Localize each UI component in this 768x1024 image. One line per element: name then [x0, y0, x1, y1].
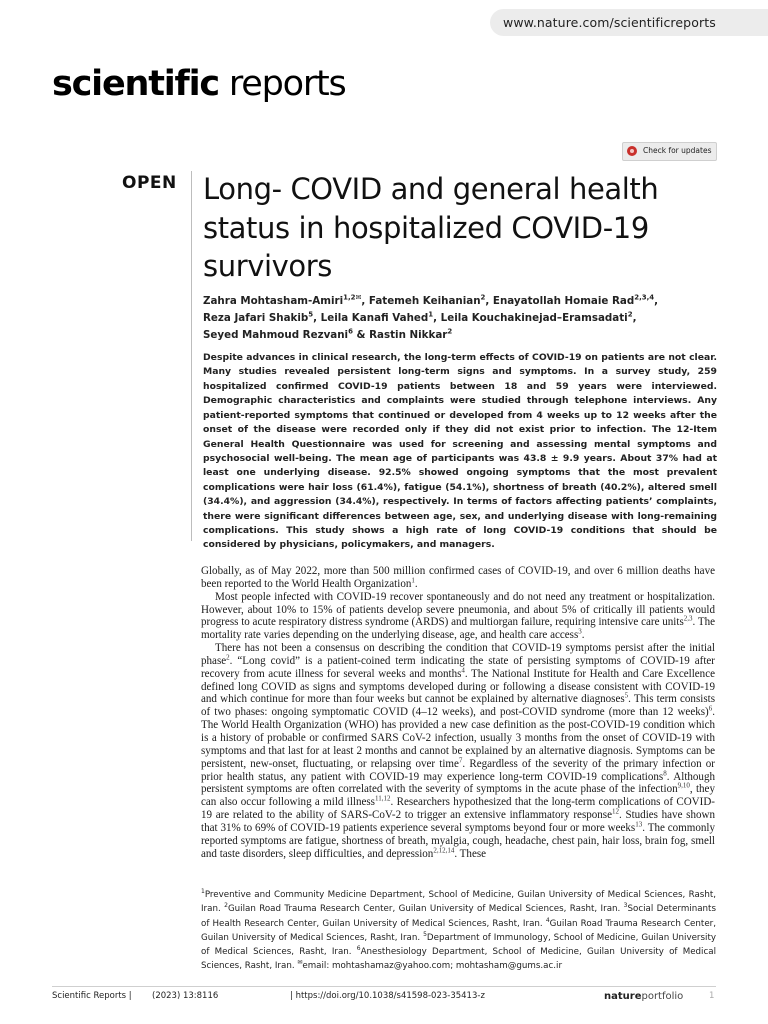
- author-name[interactable]: Rastin Nikkar: [369, 329, 448, 342]
- footer-divider: [52, 986, 716, 987]
- author-name[interactable]: Zahra Mohtasham-Amiri: [203, 295, 344, 307]
- article-title: Long- COVID and general health status in hospitalized COVID-19 survivors: [203, 172, 659, 283]
- affiliation-text: email: mohtashamaz@yahoo.com; mohtasham@gums.ac.ir: [302, 961, 563, 972]
- citation-ref[interactable]: 13: [635, 820, 643, 829]
- citation-ref[interactable]: 2: [226, 653, 230, 662]
- author-name[interactable]: Leila Kanafi Vahed: [320, 312, 429, 325]
- author-affiliation: 5: [308, 310, 314, 319]
- citation-ref[interactable]: 11,12: [374, 794, 391, 803]
- affiliation-number: 4: [545, 916, 550, 924]
- affiliations-footnote: [201, 888, 716, 974]
- footer-doi[interactable]: | https://doi.org/10.1038/s41598-023-35413-z: [290, 991, 485, 1001]
- footer-volume: (2023) 13:8116: [152, 991, 219, 1001]
- footer-journal: Scientific Reports |: [52, 991, 132, 1001]
- journal-name-bold: scientific: [52, 64, 219, 104]
- affiliation-text: Social Determinants of Health Research Center, Guilan University of Medical Sciences, Rasht, Iran.: [201, 904, 716, 929]
- author-separator: ,: [433, 312, 441, 325]
- publisher-bold: nature: [604, 991, 642, 1002]
- citation-ref[interactable]: 7: [458, 755, 463, 764]
- open-access-label: OPEN: [122, 173, 177, 193]
- author-separator: ,: [361, 295, 369, 307]
- crossmark-icon: [627, 146, 637, 156]
- affiliation-text: Anesthesiology Department, School of Medicine, Guilan University of Medical Sciences, Rasht, Iran.: [201, 947, 716, 972]
- divider: [191, 171, 192, 541]
- citation-ref[interactable]: 2,12,14: [433, 845, 455, 854]
- affiliation-text: Department of Immunology, School of Medicine, Guilan University of Medical Sciences, Rasht, Iran.: [201, 932, 716, 958]
- body-paragraph: Most people infected with COVID-19 recover spontaneously and do not need any treatment or hospitalization. However, about 10% to 15% of patients develop severe pneumonia, and about 5% of critically ill patients would progress to acute respiratory distress syndrome (ARDS) and multiorgan failure, requiring intensive care units$^{2,3}$. The mortality rate varies depending on the underlying disease, age, and health care access$^3$.: [201, 590, 716, 642]
- body-paragraph: There has not been a consensus on describing the condition that COVID-19 symptoms persist after the initial phase$^2$. “Long covid” is a patient-coined term indicating the state of persisting symptoms of COVID-19 after recovery from acute illness for several weeks and months$^4$. The National Institute for Health and Care Excellence defined long COVID as signs and symptoms developed during or following a disease consistent with COVID-19 and which continue for more than four weeks but cannot be explained by alternative diagnoses$^5$. This term consists of two phases: ongoing symptomatic COVID (4–12 weeks), and post-COVID syndrome (more than 12 weeks)$^6$. The World Health Organization (WHO) has provided a new case definition as the post-COVID-19 condition which is a history of probable or confirmed SARS CoV-2 infection, usually 3 months from the onset of COVID-19 with symptoms and that last for at least 2 months and cannot be explained by an alternative diagnosis. Symptoms can be persistent, new-onset, fluctuating, or relapsing over time$^7$. Regardless of the severity of the primary infection or prior health status, any patient with COVID-19 may experience long-term COVID-19 complications$^8$. Although persistent symptoms are often correlated with the severity of symptoms in the acute phase of the infection$^{9,10}$, they can also occur following a mild illness$^{11,12}$. Researchers hypothesized that the long-term complications of COVID-19 are related to the ability of SARS-CoV-2 to trigger an extensive inflammatory response$^{12}$. Studies have shown that 31% to 69% of COVID-19 patients experience several symptoms beyond four or more weeks$^{13}$. The commonly reported symptoms are fatigue, shortness of breath, myalgia, cough, headache, chest pain, hair loss, brain fog, smell and taste disorders, sleep difficulties, and depression$^{2,12,14}$. These: [201, 642, 716, 860]
- citation-ref[interactable]: 12: [612, 807, 620, 816]
- author-affiliation: 2,3,4: [634, 293, 655, 302]
- author-affiliation: 1: [428, 310, 434, 319]
- affiliation-text: Guilan Road Trauma Research Center, Guilan University of Medical Sciences, Rasht, Iran.: [201, 918, 716, 943]
- affiliation-number: 6: [356, 945, 361, 953]
- author-separator: ,: [654, 295, 659, 307]
- affiliation-number: 2: [224, 902, 228, 910]
- journal-name-light: reports: [218, 64, 346, 104]
- affiliation-number: 3: [623, 902, 628, 910]
- author-name[interactable]: Fatemeh Keihanian: [368, 295, 481, 307]
- check-for-updates-button[interactable]: [622, 142, 717, 161]
- abstract: Despite advances in clinical research, the long-term effects of COVID-19 on patients are not clear. Many studies revealed persistent long-term signs and symptoms. In a survey study, 259 hospitalized confirmed COVID-19 patients between 18 and 59 years were interviewed. Demographic characteristics and complaints were studied through telephone interviews. Any patient-reported symptoms that continued or developed from 4 weeks up to 12 weeks after the onset of the disease were recorded only if they did not exist prior to infection. The 12-Item General Health Questionnaire was used for screening and assessing mental symptoms and psychosocial well-being. The mean age of participants was 43.8 ± 9.9 years. About 37% had at least one underlying disease. 92.5% showed ongoing symptoms that the most prevalent complications were hair loss (61.4%), fatigue (54.1%), shortness of breath (40.2%), altered smell (34.4%), and aggression (34.4%), respectively. In terms of factors affecting patients’ complaints, there were significant differences between age, sex, and underlying disease with long-remaining complications. This study shows a high rate of long COVID-19 conditions that should be considered by physicians, policymakers, and managers.: [203, 352, 717, 551]
- affiliation-number: ✉: [297, 959, 303, 967]
- author-affiliation: 6: [348, 327, 353, 336]
- author-list: [203, 293, 733, 345]
- publisher-logo: [604, 991, 683, 1002]
- url-tab: [490, 9, 768, 36]
- page-number: 1: [709, 991, 715, 1001]
- affiliation-number: 1: [201, 888, 205, 896]
- affiliation-text: Guilan Road Trauma Research Center, Guilan University of Medical Sciences, Rasht, Iran.: [227, 904, 624, 915]
- author-affiliation: 2: [480, 293, 486, 302]
- citation-ref[interactable]: 1: [411, 576, 415, 585]
- author-affiliation: 2: [447, 327, 453, 336]
- journal-name: [52, 64, 346, 104]
- publisher-light: portfolio: [641, 991, 684, 1002]
- citation-ref[interactable]: 2,3: [683, 614, 693, 623]
- author-name[interactable]: Leila Kouchakinejad–Eramsadati: [440, 312, 628, 325]
- citation-ref[interactable]: 4: [461, 666, 465, 675]
- affiliation-number: 5: [423, 931, 427, 938]
- author-separator: ,: [313, 312, 321, 325]
- citation-ref[interactable]: 8: [663, 768, 667, 777]
- citation-ref[interactable]: 3: [578, 627, 582, 636]
- author-separator: &: [352, 329, 370, 342]
- body-paragraph: Globally, as of May 2022, more than 500 million confirmed cases of COVID-19, and over 6 million deaths have been reported to the World Health Organization$^1$.: [201, 565, 715, 590]
- author-name[interactable]: Enayatollah Homaie Rad: [492, 295, 635, 307]
- affiliation-text: Preventive and Community Medicine Department, School of Medicine, Guilan University of Medical Sciences, Rasht, Iran.: [201, 890, 716, 915]
- article-body: [201, 565, 715, 860]
- author-separator: ,: [632, 312, 637, 325]
- citation-ref[interactable]: 9,10: [677, 781, 690, 790]
- author-name[interactable]: Seyed Mahmoud Rezvani: [203, 329, 349, 342]
- check-for-updates-label: Check for updates: [643, 146, 712, 155]
- author-affiliation: 2: [627, 310, 633, 319]
- author-name[interactable]: Reza Jafari Shakib: [203, 312, 309, 325]
- citation-ref[interactable]: 6: [708, 704, 713, 713]
- journal-url[interactable]: www.nature.com/scientificreports: [503, 15, 716, 30]
- author-separator: ,: [485, 295, 493, 307]
- citation-ref[interactable]: 5: [624, 691, 629, 700]
- author-affiliation: 1,2✉: [343, 293, 362, 302]
